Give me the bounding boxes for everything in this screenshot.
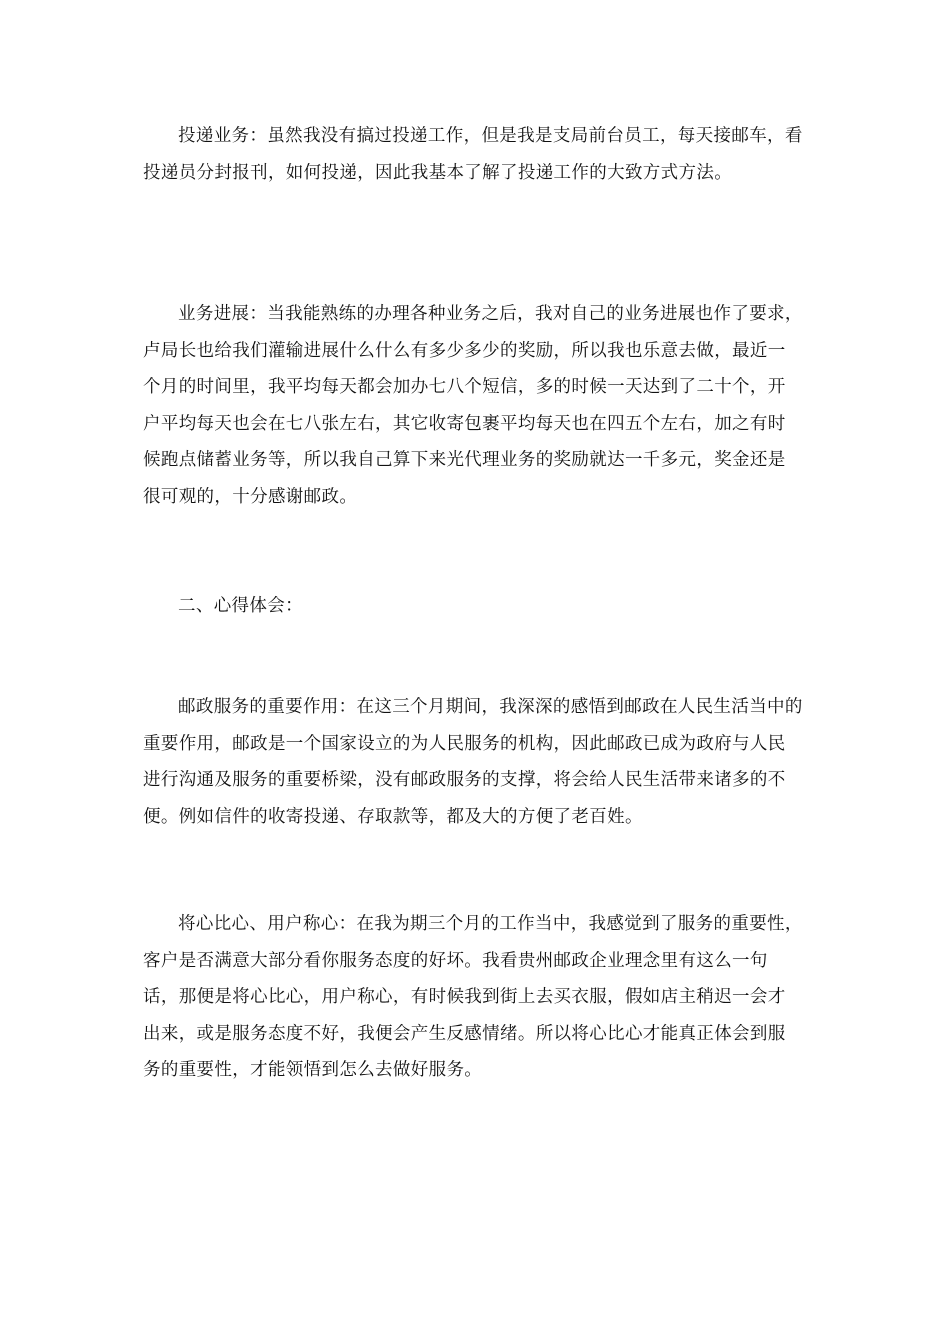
paragraph-delivery-business: 投递业务：虽然我没有搞过投递工作，但是我是支局前台员工，每天接邮车，看投递员分封报刊，如何投递，因此我基本了解了投递工作的大致方式方法。 xyxy=(143,126,803,183)
paragraph-postal-importance: 邮政服务的重要作用：在这三个月期间，我深深的感悟到邮政在人民生活当中的重要作用，邮政是一个国家设立的为人民服务的机构，因此邮政已成为政府与人民进行沟通及服务的重要桥梁，没有邮政服务的支撑，将会给人民生活带来诸多的不便。例如信件的收寄投递、存取款等，都及大的方便了老百姓。 xyxy=(143,697,803,827)
paragraph-business-progress: 业务进展：当我能熟练的办理各种业务之后，我对自己的业务进展也作了要求，卢局长也给我们灌输进展什么什么有多少多少的奖励，所以我也乐意去做，最近一个月的时间里，我平均每天都会加办七八个短信，多的时候一天达到了二十个，开户平均每天也会在七八张左右，其它收寄包裹平均每天也在四五个左右，加之有时候跑点储蓄业务等，所以我自己算下来光代理业务的奖励就达一千多元，奖金还是很可观的，十分感谢邮政。 xyxy=(143,304,803,507)
paragraph-empathy: 将心比心、用户称心：在我为期三个月的工作当中，我感觉到了服务的重要性，客户是否满意大部分看你服务态度的好坏。我看贵州邮政企业理念里有这么一句话，那便是将心比心，用户称心，有时候我到街上去买衣服，假如店主稍迟一会才出来，或是服务态度不好，我便会产生反感情绪。所以将心比心才能真正体会到服务的重要性，才能领悟到怎么去做好服务。 xyxy=(143,914,803,1080)
section-heading: 二、心得体会： xyxy=(178,596,303,616)
